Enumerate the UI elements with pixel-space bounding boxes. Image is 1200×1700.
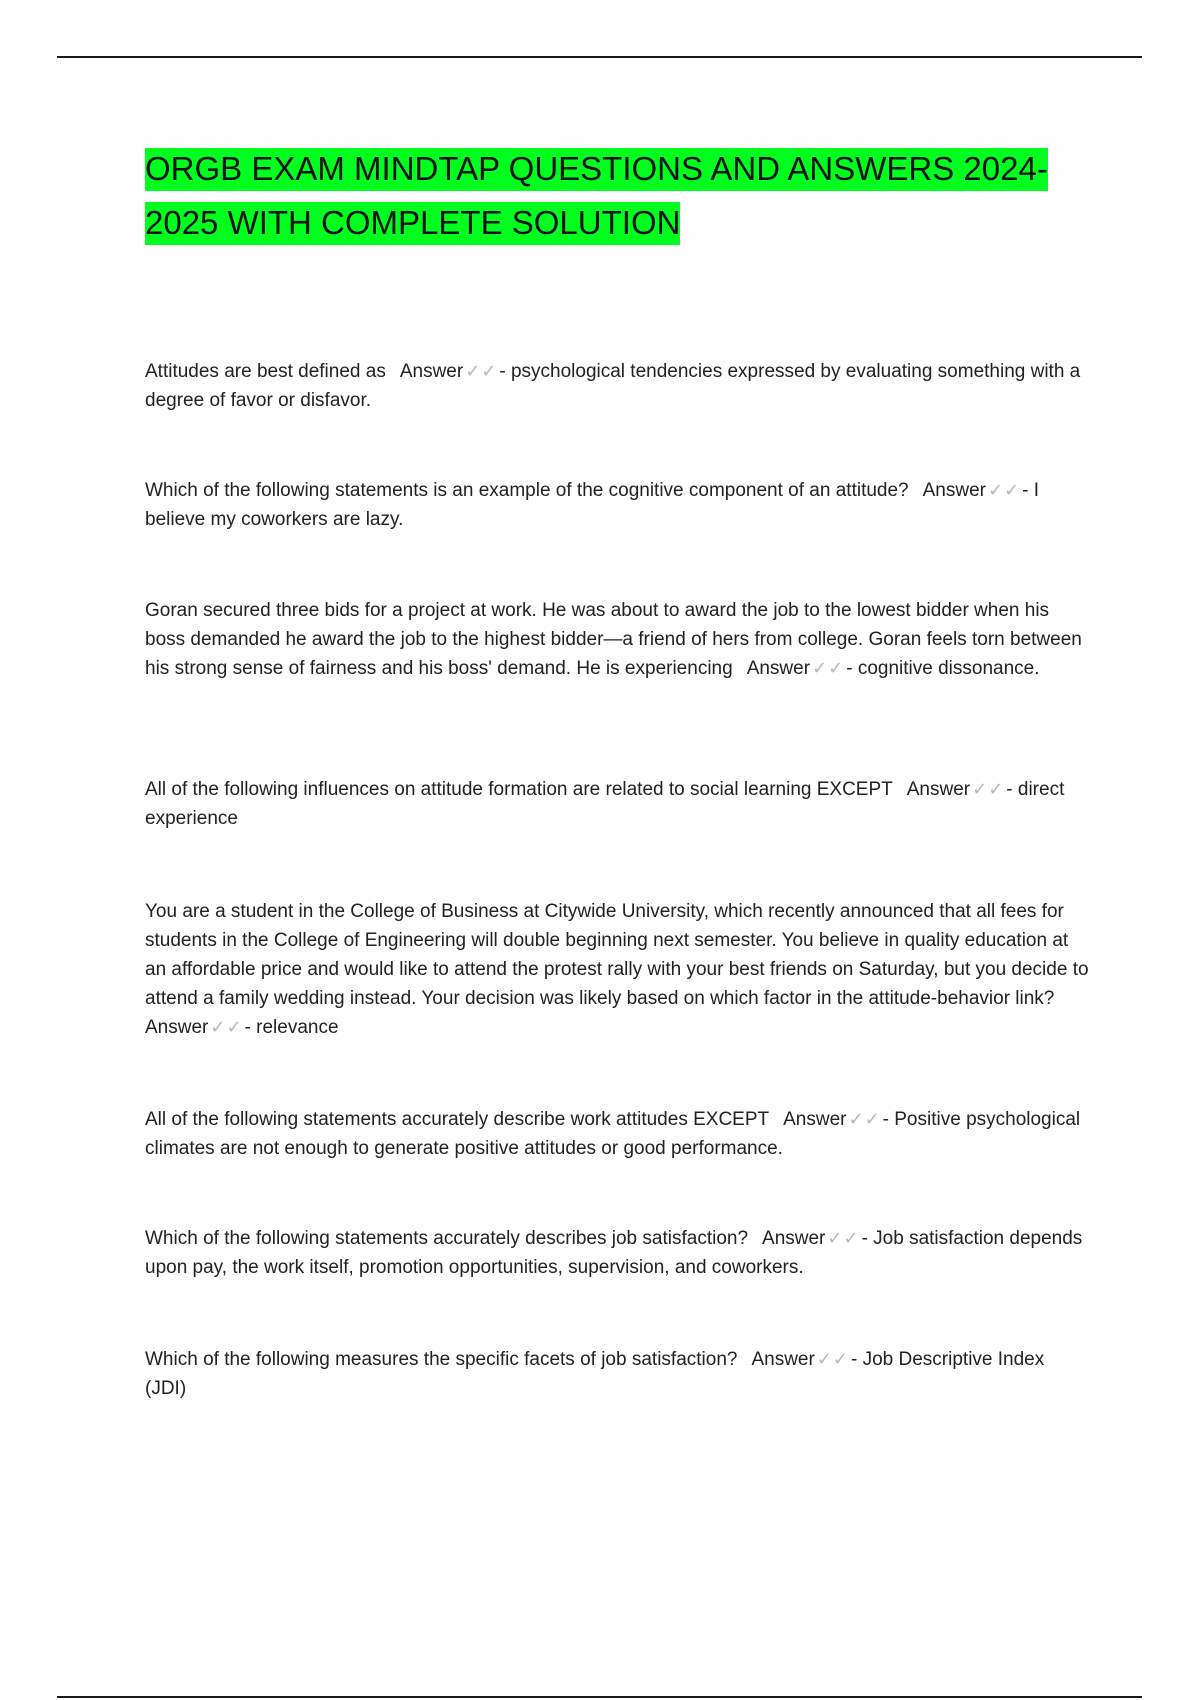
question-text: Goran secured three bids for a project at work. He was about to award the job to the lowest bidder when his boss demanded he award the job to the highest bidder—a friend of hers from college. Goran feels torn between his strong sense of fairness and his boss' demand. He is experiencing [145,600,1082,679]
question-text: All of the following statements accurately describe work attitudes EXCEPT [145,1109,770,1130]
answer-text: - cognitive dissonance. [846,658,1040,679]
qa-item [145,476,1090,534]
question-text: Which of the following statements accurately describes job satisfaction? [145,1228,749,1249]
double-check-icon: ✓✓ [812,658,845,678]
qa-item [145,1105,1090,1163]
qa-item [145,357,1090,415]
answer-label: Answer [746,658,811,679]
answer-text: - Positive psychological climates are not enough to generate positive attitudes or good performance. [145,1109,1081,1159]
question-text: Which of the following measures the specific facets of job satisfaction? [145,1349,738,1370]
document-title [145,142,1095,250]
answer-label: Answer [751,1349,815,1370]
double-check-icon: ✓✓ [210,1017,243,1037]
question-text: You are a student in the College of Business at Citywide University, which recently announced that all fees for students in the College of Engineering will double beginning next semester. You believe in quality education at an affordable price and would like to attend the protest rally with your best friends on Saturday, but you decide to attend a family wedding instead. Your decision was likely based on which factor in the attitude-behavior link? [145,901,1089,1009]
qa-item [145,897,1090,1042]
answer-text: - psychological tendencies expressed by evaluating something with a degree of favor or disfavor. [145,361,1081,411]
answer-text: - I believe my coworkers are lazy. [145,480,1040,530]
answer-label: Answer [145,1017,209,1038]
answer-label: Answer [922,480,986,501]
answer-text: - relevance [244,1017,339,1038]
question-text: Which of the following statements is an example of the cognitive component of an attitude? [145,480,909,501]
answer-label: Answer [783,1109,847,1130]
footer-rule [57,1696,1142,1698]
answer-label: Answer [906,779,971,800]
answer-text: - Job Descriptive Index (JDI) [145,1349,1045,1399]
answer-text: - direct experience [145,779,1065,829]
double-check-icon: ✓✓ [816,1349,849,1369]
question-text: Attitudes are best defined as [145,361,386,382]
answer-text: - Job satisfaction depends upon pay, the work itself, promotion opportunities, supervision, and coworkers. [145,1228,1083,1278]
double-check-icon: ✓✓ [972,779,1005,799]
header-rule [57,56,1142,58]
double-check-icon: ✓✓ [827,1228,860,1248]
double-check-icon: ✓✓ [848,1109,881,1129]
qa-item [145,1224,1090,1282]
qa-item [145,596,1090,683]
answer-label: Answer [762,1228,826,1249]
qa-item [145,1345,1090,1403]
double-check-icon: ✓✓ [465,361,498,381]
double-check-icon: ✓✓ [987,480,1021,500]
title-highlight: ORGB EXAM MINDTAP QUESTIONS AND ANSWERS 2024-2025 WITH COMPLETE SOLUTION [145,148,1048,245]
answer-label: Answer [399,361,464,382]
qa-item [145,775,1090,833]
question-text: All of the following influences on attitude formation are related to social learning EXCEPT [145,779,893,800]
